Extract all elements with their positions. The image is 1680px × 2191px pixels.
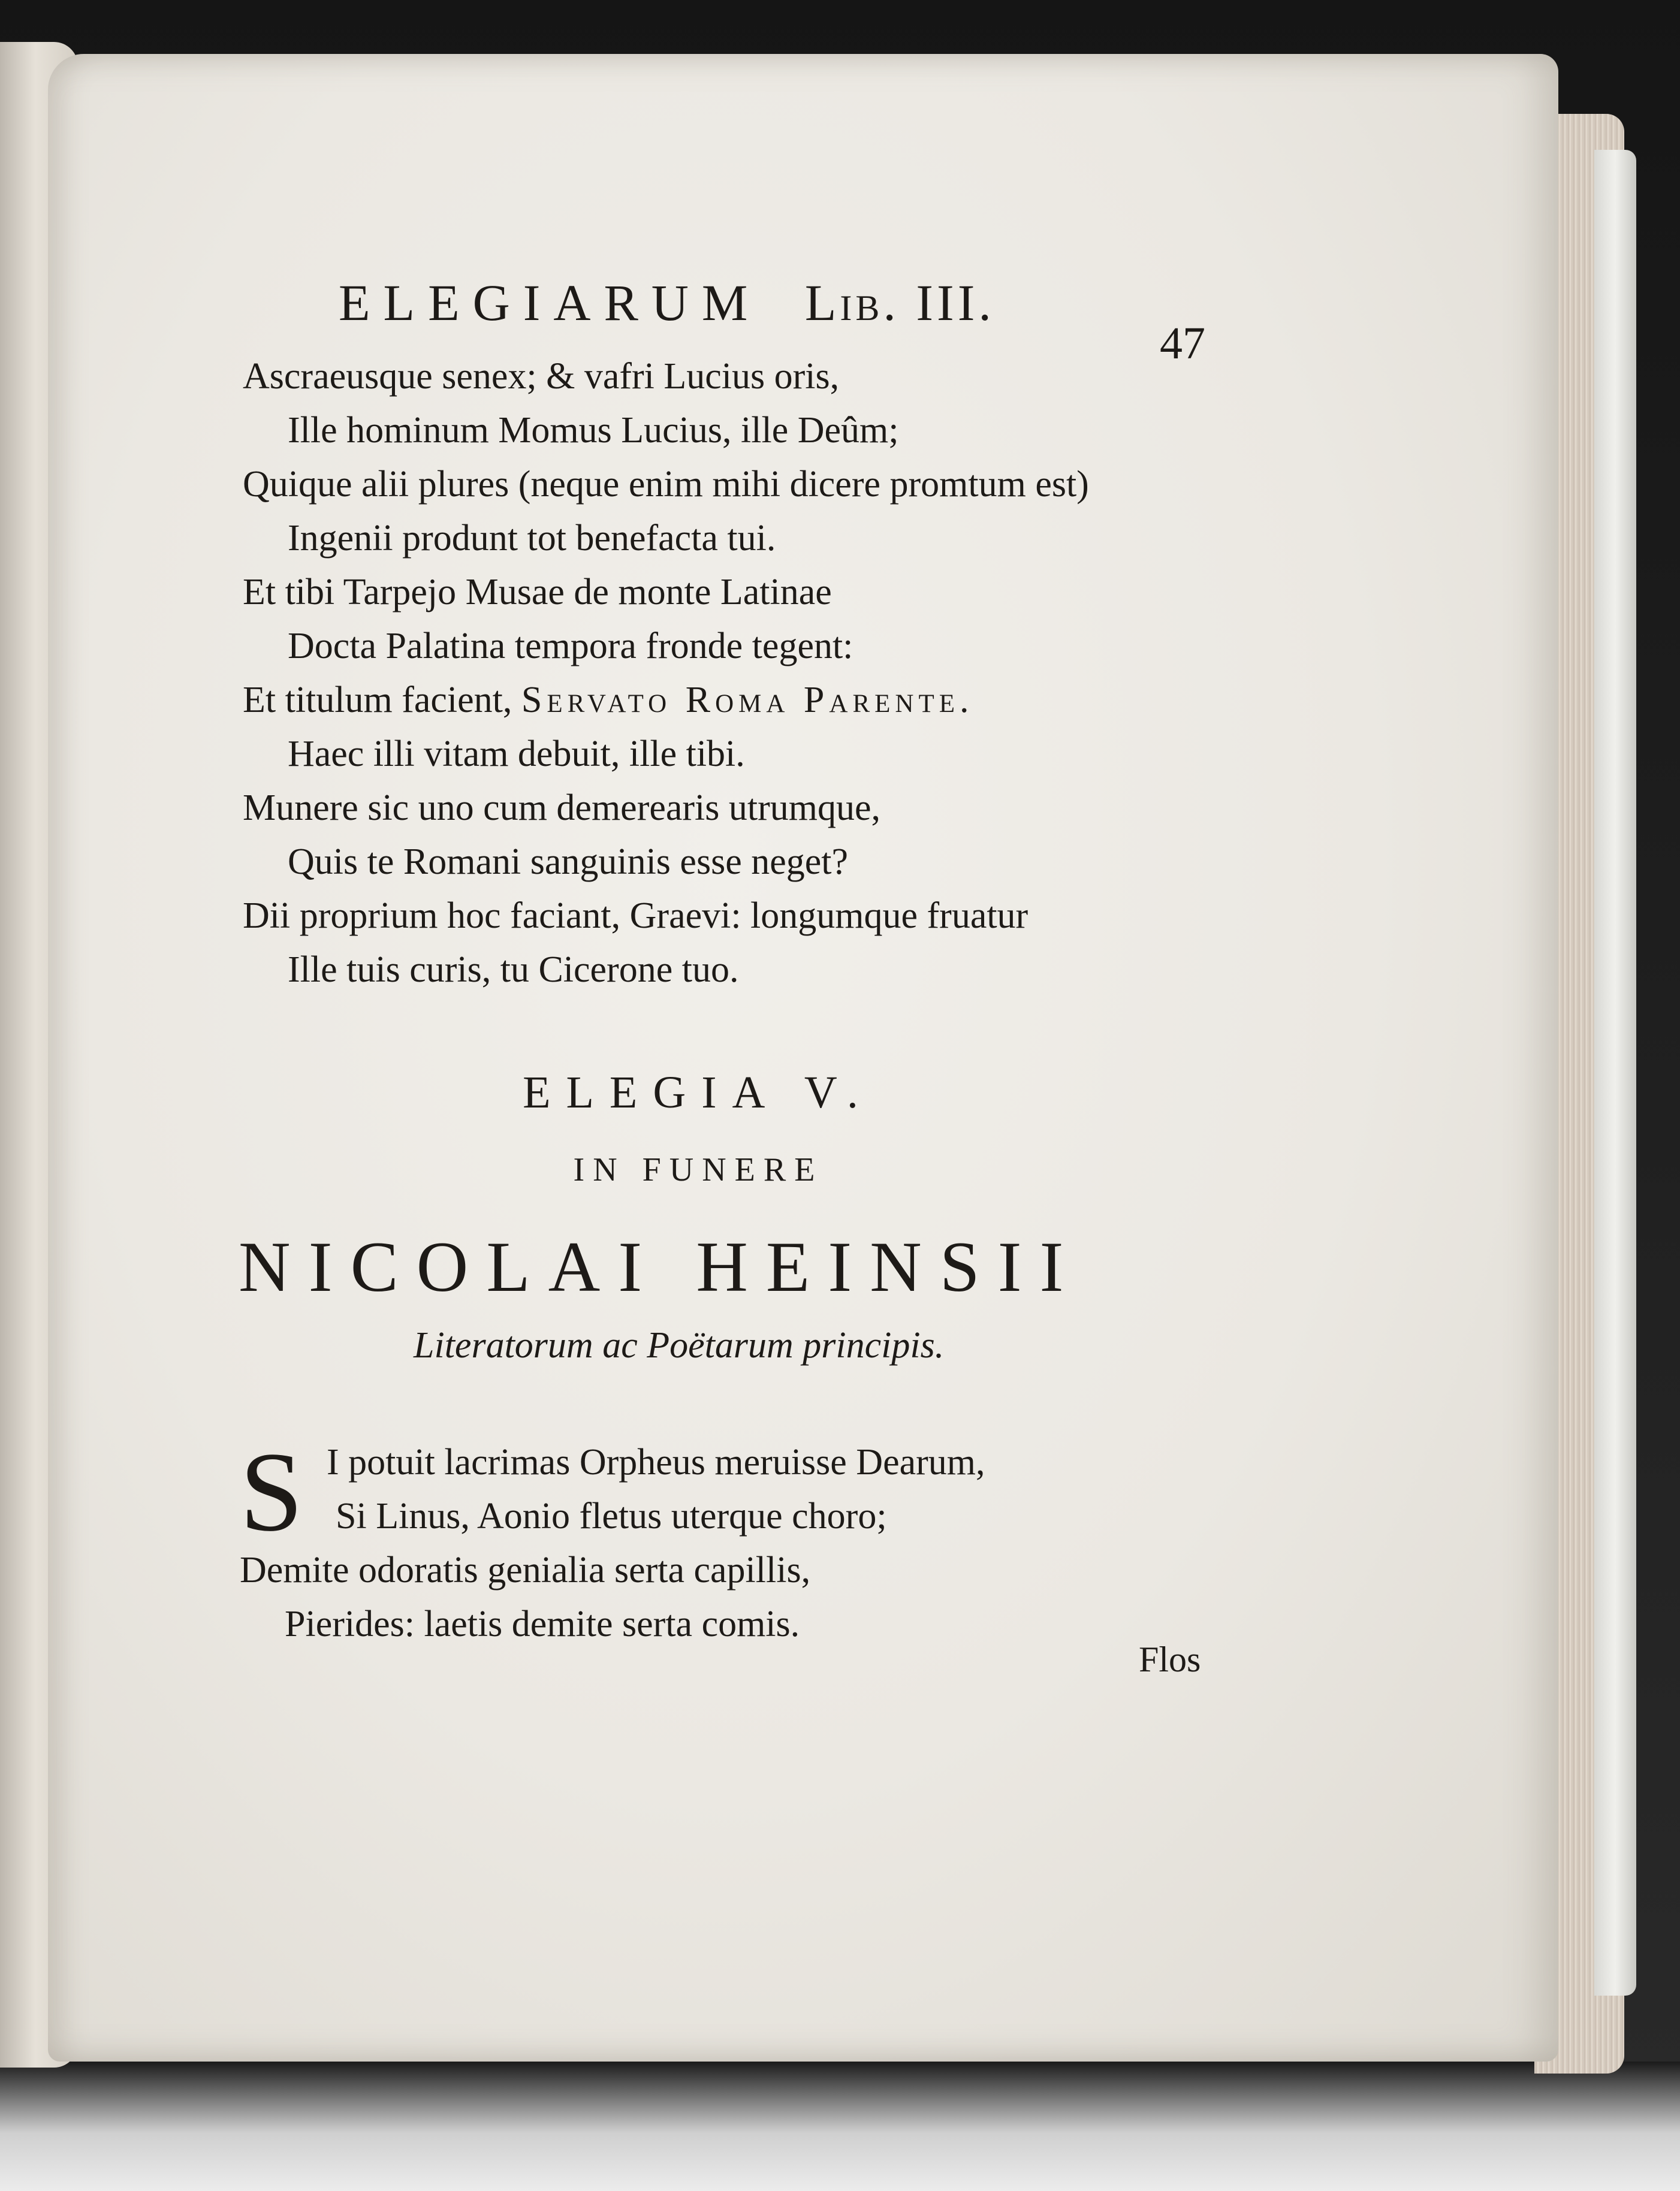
verse-block-bottom xyxy=(240,1429,985,1651)
page-number: 47 xyxy=(1160,318,1205,369)
verse-line xyxy=(243,511,1089,565)
verse-line-text: Quis te Romani sanguinis esse neget? xyxy=(288,841,848,882)
verse-line-text: Ascraeusque senex; & vafri Lucius oris, xyxy=(243,356,840,397)
verse-line-text: Munere sic uno cum demerearis utrumque, xyxy=(243,787,880,828)
running-head xyxy=(339,273,995,333)
verse-line-text: Ingenii produnt tot benefacta tui. xyxy=(288,518,776,559)
verse-line xyxy=(243,403,1089,457)
running-head-book: Lib. III. xyxy=(804,274,995,331)
verse-line-text: Dii proprium hoc faciant, Graevi: longumque fruatur xyxy=(243,895,1028,936)
verse-line xyxy=(240,1543,985,1597)
verse-line xyxy=(243,349,1089,403)
verse-line-text: Haec illi vitam debuit, ille tibi. xyxy=(288,734,745,774)
verse-line xyxy=(243,835,1089,889)
verse-line-text: I potuit lacrimas Orpheus meruisse Dearum, xyxy=(327,1442,985,1483)
verse-line xyxy=(243,565,1089,619)
verse-line xyxy=(243,943,1089,997)
elegy-title: ELEGIA V. xyxy=(523,1067,874,1118)
verse-line-text: Et tibi Tarpejo Musae de monte Latinae xyxy=(243,572,832,612)
verse-line-text: Si Linus, Aonio fletus uterque choro; xyxy=(336,1496,887,1537)
verse-line-text: Demite odoratis genialia serta capillis, xyxy=(240,1550,811,1591)
verse-line-text: Ille tuis curis, tu Cicerone tuo. xyxy=(288,949,739,990)
catchword: Flos xyxy=(1139,1640,1201,1679)
verse-line xyxy=(243,673,1089,727)
verse-line xyxy=(243,619,1089,673)
verse-line-text: Ille hominum Momus Lucius, ille Deûm; xyxy=(288,410,899,451)
verse-line xyxy=(243,781,1089,835)
drop-cap: S xyxy=(240,1429,303,1555)
verse-line xyxy=(243,457,1089,511)
verse-block-top xyxy=(243,349,1089,997)
verse-line-text: Quique alii plures (neque enim mihi dicere promtum est) xyxy=(243,464,1089,505)
table-surface xyxy=(0,2062,1680,2191)
elegy-subtitle: IN FUNERE xyxy=(573,1151,824,1188)
verse-line xyxy=(243,889,1089,943)
verse-line-text: Pierides: laetis demite serta comis. xyxy=(285,1604,800,1644)
running-head-title: ELEGIARUM xyxy=(339,274,761,331)
verse-line xyxy=(240,1435,985,1489)
verse-line-text: Docta Palatina tempora fronde tegent: xyxy=(288,626,853,666)
book-cover-edge xyxy=(1594,150,1636,1996)
verse-line-text: Et titulum facient, xyxy=(243,680,521,720)
verse-line xyxy=(243,727,1089,781)
verse-line xyxy=(240,1489,985,1543)
verse-line xyxy=(240,1597,985,1651)
elegy-description: Literatorum ac Poëtarum principis. xyxy=(414,1325,945,1366)
elegy-name: NICOLAI HEINSII xyxy=(239,1227,1082,1306)
verse-smallcaps: Servato Roma Parente. xyxy=(521,680,974,720)
